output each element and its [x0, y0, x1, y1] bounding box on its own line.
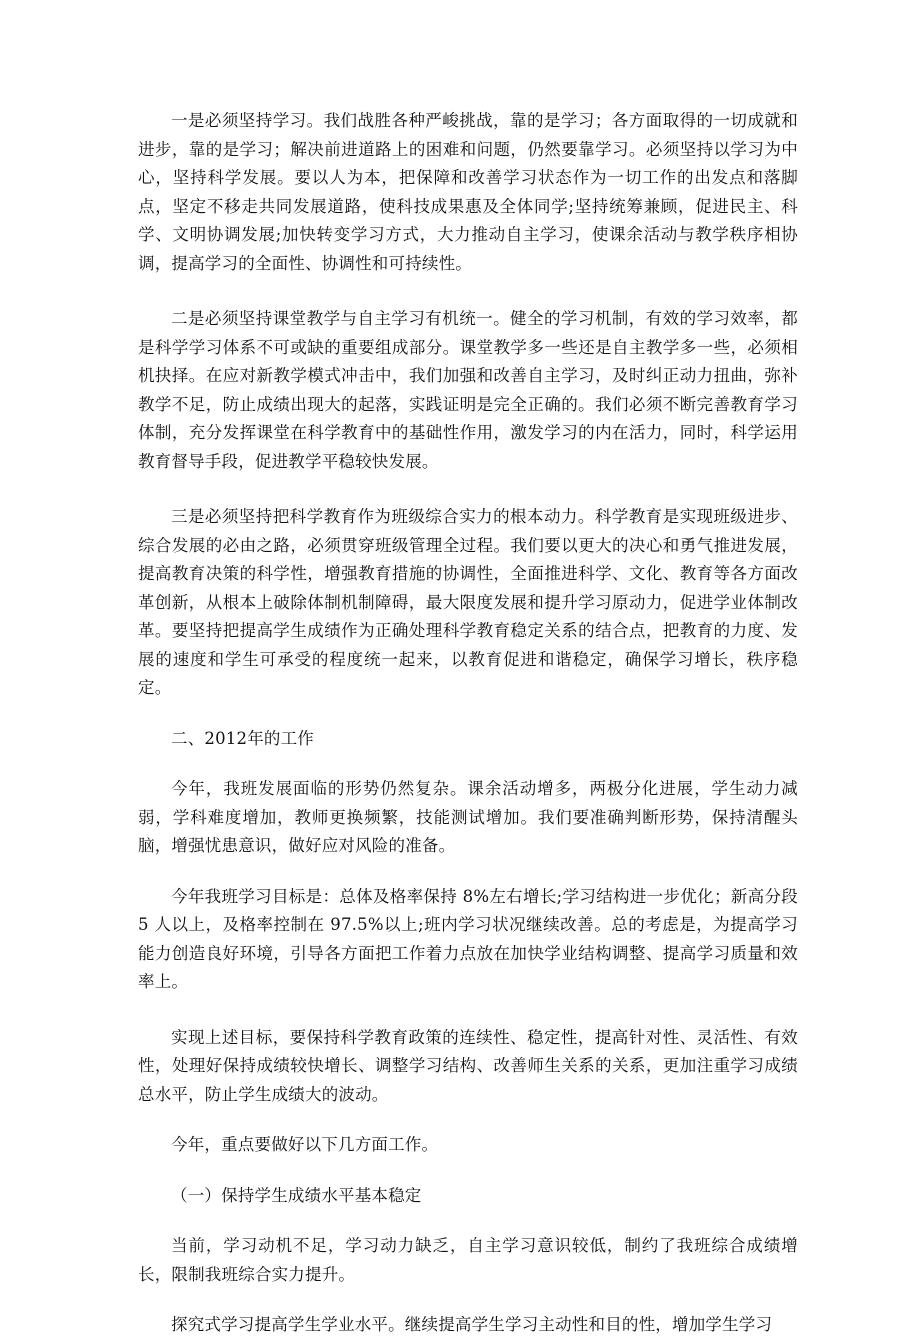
subsection-heading-1: （一）保持学生成绩水平基本稳定 — [171, 1185, 422, 1205]
paragraph-5: 今年我班学习目标是：总体及格率保持 8%左右增长;学习结构进一步优化；新高分段 5 人以上，及格率控制在 97.5%以上;班内学习状况继续改善。总的考虑是，为提高学习能力创造良好环境，引导各方面把工作着力点放在加快学业结构调整、提高学习质量和效率上。 — [138, 886, 798, 991]
paragraph-8: 当前，学习动机不足，学习动力缺乏，自主学习意识较低，制约了我班综合成绩增长，限制我班综合实力提升。 — [138, 1236, 798, 1284]
paragraph-3: 三是必须坚持把科学教育作为班级综合实力的根本动力。科学教育是实现班级进步、综合发展的必由之路，必须贯穿班级管理全过程。我们要以更大的决心和勇气推进发展，提高教育决策的科学性，增强教育措施的协调性，全面推进科学、文化、教育等各方面改革创新，从根本上破除体制机制障碍，最大限度发展和提升学习原动力，促进学业体制改革。要坚持把提高学生成绩作为正确处理科学教育稳定关系的结合点，把教育的力度、发展的速度和学生可承受的程度统一起来，以教育促进和谐稳定，确保学习增长，秩序稳定。 — [138, 507, 798, 697]
paragraph-1: 一是必须坚持学习。我们战胜各种严峻挑战，靠的是学习；各方面取得的一切成就和进步，靠的是学习；解决前进道路上的困难和问题，仍然要靠学习。必须坚持以学习为中心，坚持科学发展。要以人为本，把保障和改善学习状态作为一切工作的出发点和落脚点，坚定不移走共同发展道路，使科技成果惠及全体同学;坚持统筹兼顾，促进民主、科学、文明协调发展;加快转变学习方式，大力推动自主学习，使课余活动与教学秩序相协调，提高学习的全面性、协调性和可持续性。 — [138, 111, 798, 273]
section-heading-2012: 二、2012年的工作 — [171, 728, 314, 748]
paragraph-7: 今年，重点要做好以下几方面工作。 — [171, 1135, 439, 1154]
paragraph-2: 二是必须坚持课堂教学与自主学习有机统一。健全的学习机制，有效的学习效率，都是科学学习体系不可或缺的重要组成部分。课堂教学多一些还是自主教学多一些，必须相机抉择。在应对新教学模式冲击中，我们加强和改善自主学习，及时纠正动力扭曲，弥补教学不足，防止成绩出现大的起落，实践证明是完全正确的。我们必须不断完善教育学习体制，充分发挥课堂在科学教育中的基础性作用，激发学习的内在活力，同时，科学运用教育督导手段，促进教学平稳较快发展。 — [138, 309, 798, 471]
paragraph-6: 实现上述目标，要保持科学教育政策的连续性、稳定性，提高针对性、灵活性、有效性，处理好保持成绩较快增长、调整学习结构、改善师生关系的关系，更加注重学习成绩总水平，防止学生成绩大的波动。 — [138, 1027, 798, 1104]
paragraph-9: 探究式学习提高学生学业水平。继续提高学生学习主动性和目的性，增加学生学习 — [171, 1315, 773, 1334]
document-body — [138, 107, 798, 1340]
paragraph-4: 今年，我班发展面临的形势仍然复杂。课余活动增多，两极分化进展，学生动力减弱，学科难度增加，教师更换频繁，技能测试增加。我们要准确判断形势，保持清醒头脑，增强忧患意识，做好应对风险的准备。 — [138, 779, 798, 855]
